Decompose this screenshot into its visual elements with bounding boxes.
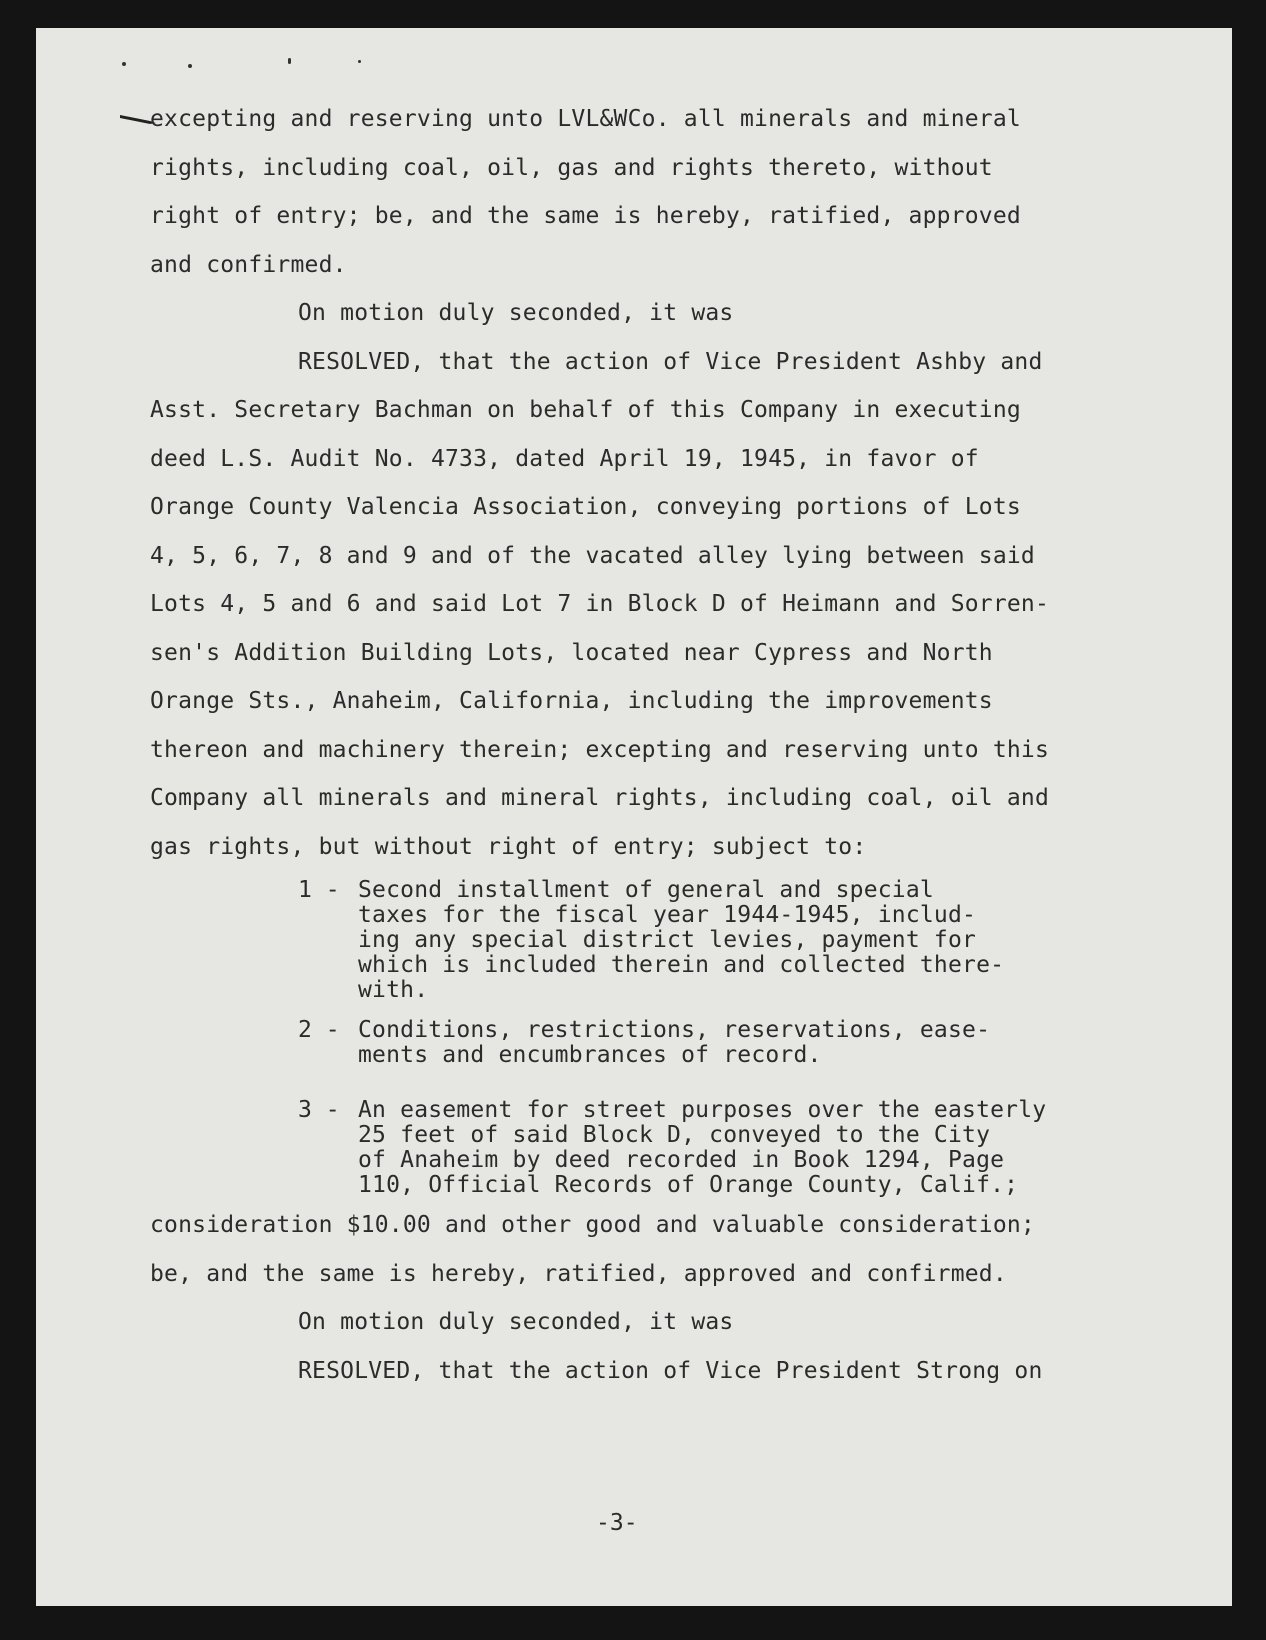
list-item-line: Second installment of general and special	[358, 877, 934, 903]
text-line: RESOLVED, that the action of Vice President Strong on	[298, 1357, 1043, 1384]
text-line: RESOLVED, that the action of Vice President Ashby and	[298, 348, 1043, 375]
list-item-line: taxes for the fiscal year 1944-1945, includ-	[358, 902, 977, 928]
ink-speck	[122, 62, 126, 66]
ink-speck	[358, 60, 361, 63]
text-line: Orange Sts., Anaheim, California, including the improvements	[150, 688, 993, 714]
list-item-line: ing any special district levies, payment for	[358, 927, 977, 953]
text-line: excepting and reserving unto LVL&WCo. all minerals and mineral	[150, 106, 1021, 132]
document-page	[36, 28, 1232, 1606]
text-line: On motion duly seconded, it was	[298, 1309, 734, 1335]
list-item-line: Conditions, restrictions, reservations, ease-	[358, 1017, 991, 1043]
text-line: gas rights, but without right of entry; subject to:	[150, 833, 867, 860]
text-line: be, and the same is hereby, ratified, approved and confirmed.	[150, 1260, 1007, 1287]
list-item-line: which is included therein and collected there-	[358, 952, 1005, 978]
list-item-number: 3 -	[298, 1097, 340, 1123]
list-item-line: 110, Official Records of Orange County, Calif.;	[358, 1172, 1019, 1198]
text-line: right of entry; be, and the same is hereby, ratified, approved	[150, 203, 1021, 229]
list-item-line: ments and encumbrances of record.	[358, 1042, 822, 1068]
list-item-line: An easement for street purposes over the easterly	[358, 1097, 1047, 1123]
ink-speck	[288, 58, 291, 64]
list-item-number: 1 -	[298, 877, 340, 903]
page-number: -3-	[596, 1510, 638, 1536]
text-line: consideration $10.00 and other good and valuable consideration;	[150, 1212, 1035, 1238]
list-item-number: 2 -	[298, 1017, 340, 1043]
list-item-line: 25 feet of said Block D, conveyed to the City	[358, 1122, 991, 1148]
text-line: deed L.S. Audit No. 4733, dated April 19, 1945, in favor of	[150, 445, 979, 472]
text-line: On motion duly seconded, it was	[298, 300, 734, 326]
text-line: Asst. Secretary Bachman on behalf of this Company in executing	[150, 397, 1021, 423]
text-line: Orange County Valencia Association, conveying portions of Lots	[150, 494, 1021, 520]
text-line: sen's Addition Building Lots, located near Cypress and North	[150, 639, 993, 666]
list-item-line: with.	[358, 977, 429, 1003]
ink-speck	[188, 64, 192, 68]
text-line: Lots 4, 5 and 6 and said Lot 7 in Block D of Heimann and Sorren-	[150, 591, 1050, 617]
text-line: thereon and machinery therein; excepting and reserving unto this	[150, 736, 1050, 763]
text-line: and confirmed.	[150, 251, 347, 278]
text-line: Company all minerals and mineral rights, including coal, oil and	[150, 785, 1050, 811]
text-line: 4, 5, 6, 7, 8 and 9 and of the vacated alley lying between said	[150, 542, 1035, 569]
list-item-line: of Anaheim by deed recorded in Book 1294, Page	[358, 1147, 1005, 1173]
text-line: rights, including coal, oil, gas and rights thereto, without	[150, 154, 993, 181]
